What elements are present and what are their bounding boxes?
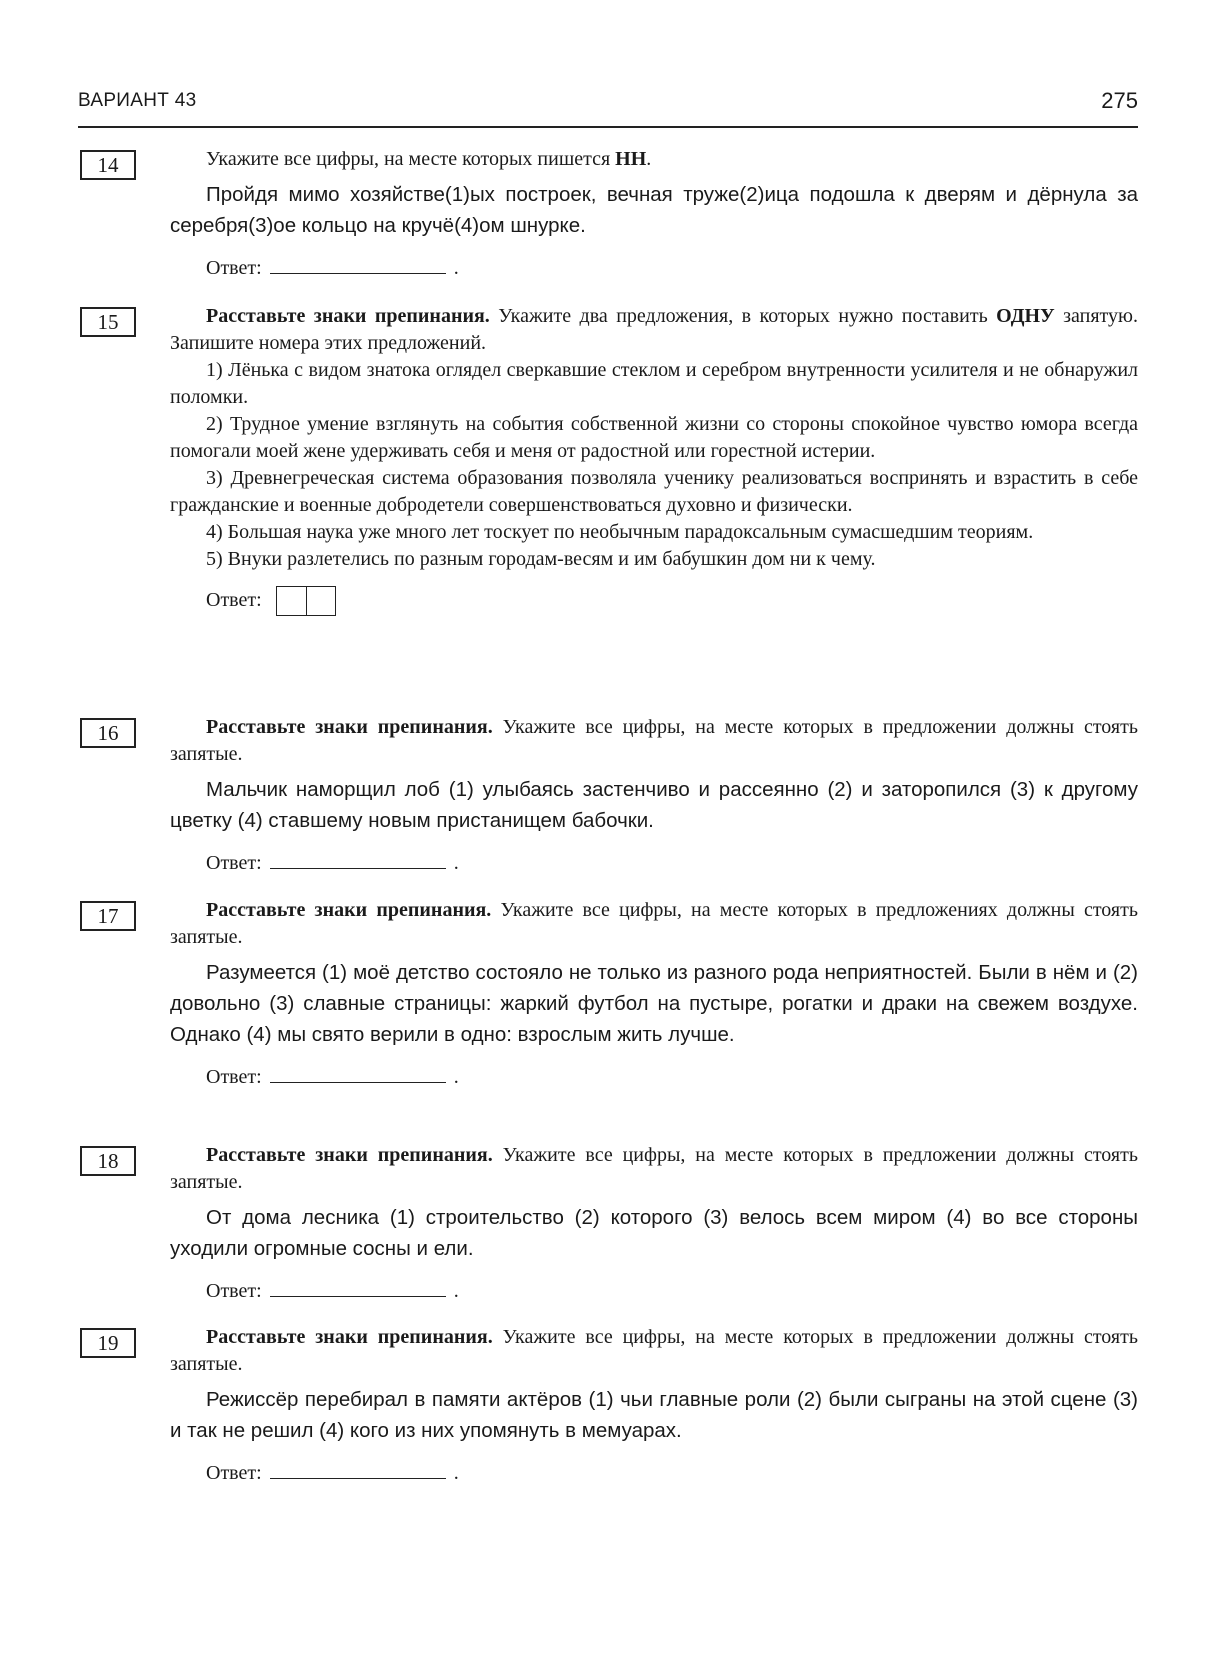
option-1: 1) Лёнька с видом знатока оглядел сверкавшие стеклом и серебром внутренности усилителя и не обнаружил поломки. — [170, 359, 1138, 408]
task-instruction: Расставьте знаки препинания. Укажите все цифры, на месте которых в предложении должны стоять запятые. — [170, 1326, 1138, 1375]
task-number-box: 16 — [80, 718, 136, 748]
task-text: Пройдя мимо хозяйстве(1)ых построек, вечная труже(2)ица подошла к дверям и дёрнула за серебря(3)ое кольцо на кручё(4)ом шнурке. — [170, 183, 1138, 237]
answer-label: Ответ: — [206, 852, 262, 874]
page-number: 275 — [1101, 88, 1138, 113]
option-4: 4) Большая наука уже много лет тоскует по необычным парадоксальным сумасшедшим теориям. — [206, 521, 1034, 543]
answer-line[interactable] — [270, 255, 446, 274]
answer-line[interactable] — [270, 850, 446, 869]
answer-label: Ответ: — [206, 257, 262, 279]
answer-field[interactable]: Ответ: . — [206, 1280, 459, 1302]
page-header — [78, 88, 1138, 128]
variant-title: ВАРИАНТ 43 — [78, 90, 197, 111]
option-2: 2) Трудное умение взглянуть на события собственной жизни со стороны спокойное чувство юмора всегда помогали моей жене удерживать себя и меня от радостной или горестной истерии. — [170, 413, 1138, 462]
option-5: 5) Внуки разлетелись по разным городам-весям и им бабушкин дом ни к чему. — [206, 548, 876, 570]
answer-line[interactable] — [270, 1460, 446, 1479]
task-instruction: Расставьте знаки препинания. Укажите все цифры, на месте которых в предложении должны стоять запятые. — [170, 1144, 1138, 1193]
answer-cells[interactable] — [276, 586, 336, 616]
task-number-box: 19 — [80, 1328, 136, 1358]
task-instruction: Расставьте знаки препинания. Укажите все цифры, на месте которых в предложениях должны стоять запятые. — [170, 899, 1138, 948]
answer-label: Ответ: — [206, 1280, 262, 1302]
answer-label: Ответ: — [206, 1066, 262, 1088]
answer-label: Ответ: — [206, 1462, 262, 1484]
task-instruction: Укажите все цифры, на месте которых пишется НН. — [206, 148, 652, 170]
answer-label: Ответ: — [206, 589, 262, 611]
task-number-box: 18 — [80, 1146, 136, 1176]
answer-line[interactable] — [270, 1064, 446, 1083]
task-number-box: 17 — [80, 901, 136, 931]
answer-field[interactable] — [206, 585, 1138, 615]
task-text: Режиссёр перебирал в памяти актёров (1) чьи главные роли (2) были сыграны на этой сцене (3) и так не решил (4) кого из них упомянуть в мемуарах. — [170, 1388, 1138, 1442]
answer-field[interactable]: Ответ: . — [206, 257, 459, 279]
answer-field[interactable]: Ответ: . — [206, 1066, 459, 1088]
task-number-box: 15 — [80, 307, 136, 337]
answer-field[interactable]: Ответ: . — [206, 1462, 459, 1484]
task-instruction: Расставьте знаки препинания. Укажите все цифры, на месте которых в предложении должны стоять запятые. — [170, 716, 1138, 765]
answer-line[interactable] — [270, 1278, 446, 1297]
task-number-box: 14 — [80, 150, 136, 180]
task-instruction: Расставьте знаки препинания. Укажите два предложения, в которых нужно поставить ОДНУ запятую. Запишите номера этих предложений. — [170, 305, 1138, 354]
answer-field[interactable]: Ответ: . — [206, 852, 459, 874]
task-text: Мальчик наморщил лоб (1) улыбаясь застенчиво и рассеянно (2) и заторопился (3) к другому цветку (4) ставшему новым пристанищем бабочки. — [170, 778, 1138, 832]
task-text: От дома лесника (1) строительство (2) которого (3) велось всем миром (4) во все стороны уходили огромные сосны и ели. — [170, 1206, 1138, 1260]
option-3: 3) Древнегреческая система образования позволяла ученику реализоваться воспринять и взрастить в себе гражданские и военные добродетели совершенствоваться духовно и физически. — [170, 467, 1138, 516]
task-text: Разумеется (1) моё детство состояло не только из разного рода неприятностей. Были в нём и (2) довольно (3) славные страницы: жаркий футбол на пустыре, рогатки и драки на свежем воздухе. Однако (4) мы свято верили в одно: взрослым жить лучше. — [170, 961, 1138, 1046]
